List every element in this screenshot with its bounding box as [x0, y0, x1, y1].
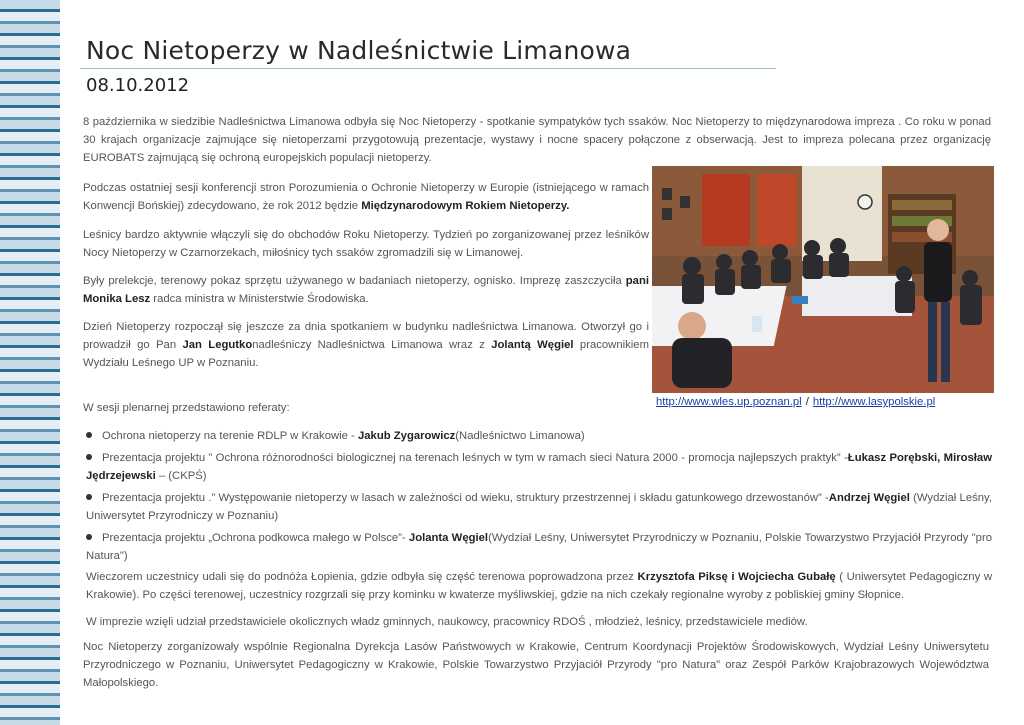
side-stripe [0, 348, 60, 360]
side-stripe [0, 432, 60, 444]
side-stripe [0, 528, 60, 540]
side-stripe [0, 564, 60, 576]
side-stripe [0, 612, 60, 624]
paragraph-lectures-tail: radca ministra w Ministerstwie Środowiska. [150, 293, 369, 305]
side-stripe [0, 60, 60, 72]
paragraph-conference-text: Podczas ostatniej sesji konferencji stron Porozumienia o Ochronie Nietoperzy w Europie (istniejącego w ramach Konwencji Bońskiej) zdecydowano, że rok 2012 będzie [83, 182, 649, 212]
list-item-affiliation: (Nadleśnictwo Limanowa) [455, 430, 585, 442]
paragraph-evening-c: ( Uniwersytet Pedagogiczny w Krakowie). Po części terenowej, uczestnicy rozgrzali się przy kominku w kwaterze myśliwskiej, gdzie na nich czekały regionalne wyroby z pobliskiej gminy Słopnice. [86, 571, 992, 601]
list-item-text: Prezentacja projektu „Ochrona podkowca małego w Polsce”- [102, 532, 409, 544]
bullet-icon [86, 534, 92, 540]
side-stripe [0, 552, 60, 564]
list-item [86, 489, 992, 525]
list-item-text: Prezentacja projektu ” Ochrona różnorodności biologicznej na terenach leśnych w tym w ramach sieci Natura 2000 - promocja najlepszych praktyk” - [102, 452, 848, 464]
bullet-icon [86, 494, 92, 500]
side-stripe [0, 24, 60, 36]
list-item-affiliation: – (CKPŚ) [155, 470, 207, 482]
list-item [86, 529, 992, 565]
list-item-author: Jakub Zygarowicz [357, 430, 456, 442]
side-stripe [0, 672, 60, 684]
side-stripe [0, 120, 60, 132]
guides-names: Krzysztofa Piksę i Wojciecha Gubałę [637, 571, 836, 583]
list-item-author: Łukasz Porębski, Mirosław Jędrzejewski [86, 452, 992, 482]
link-separator: / [805, 396, 809, 408]
side-stripe [0, 300, 60, 312]
side-stripe [0, 360, 60, 372]
list-item-affiliation: (Wydział Leśny, Uniwersytet Przyrodniczy w Poznaniu, Polskie Towarzystwo Przyjaciół Przyrody "pro Natura") [86, 532, 992, 562]
host-name: Jan Legutko [182, 339, 253, 351]
side-stripe [0, 696, 60, 708]
side-stripe [0, 600, 60, 612]
side-stripe [0, 708, 60, 720]
link-lasypolskie[interactable]: http://www.lasypolskie.pl [812, 396, 936, 408]
side-stripe [0, 12, 60, 24]
side-stripe [0, 492, 60, 504]
side-stripe [0, 588, 60, 600]
event-photo [652, 166, 994, 393]
paragraph-opening-a: Dzień Nietoperzy rozpoczął się jeszcze za dnia spotkaniem w budynku nadleśnictwa Limanowa. Otworzył go i prowadził go Pan [83, 321, 649, 351]
paragraph-opening-c: nadleśniczy Nadleśnictwa Limanowa wraz z [252, 339, 492, 351]
intro-paragraph: 8 października w siedzibie Nadleśnictwa Limanowa odbyła się Noc Nietoperzy - spotkanie sympatyków tych ssaków. Noc Nietoperzy to międzynarodowa impreza . Co roku w ponad 30 krajach organizacje zajmujące się nietoperzami przygotowują prezentacje, wystawy i nocne spacery połączone z obserwacją. Jest to impreza polecana przez organizację EUROBATS zajmującą się ochroną europejskich populacji nietoperzy. [83, 116, 991, 164]
side-stripe [0, 312, 60, 324]
side-stripe [0, 480, 60, 492]
paragraph-conference [83, 179, 649, 215]
paragraph-participants: W imprezie wzięli udział przedstawiciele okolicznych władz gminnych, naukowcy, pracownicy RDOŚ , młodzież, leśnicy, przedstawiciele mediów. [86, 616, 808, 628]
side-stripe [0, 84, 60, 96]
side-stripe [0, 408, 60, 420]
side-stripe [0, 384, 60, 396]
paragraph-foresters: Leśnicy bardzo aktywnie włączyli się do obchodów Roku Nietoperzy. Tydzień po zorganizowanej przez leśników Nocy Nietoperzy w Czarnorzekach, miłośnicy tych ssaków zgromadzili się w Limanowej. [83, 229, 649, 259]
side-stripe [0, 0, 60, 12]
list-item-text: Prezentacja projektu .” Występowanie nietoperzy w lasach w zależności od wieku, struktury przestrzennej i składu gatunkowego drzewostanów” - [102, 492, 829, 504]
list-item-text: Ochrona nietoperzy na terenie RDLP w Krakowie - [102, 430, 358, 442]
side-stripe [0, 108, 60, 120]
link-wles[interactable]: http://www.wles.up.poznan.pl [656, 396, 802, 408]
title-divider [80, 68, 776, 69]
side-stripe [0, 420, 60, 432]
side-stripe [0, 660, 60, 672]
side-stripe [0, 204, 60, 216]
side-stripe [0, 144, 60, 156]
side-stripe [0, 276, 60, 288]
side-stripe [0, 36, 60, 48]
side-stripe [0, 336, 60, 348]
side-stripe [0, 264, 60, 276]
side-stripe [0, 720, 60, 725]
side-stripe [0, 444, 60, 456]
bullet-icon [86, 454, 92, 460]
page-title: Noc Nietoperzy w Nadleśnictwie Limanowa [86, 36, 632, 65]
side-stripe [0, 288, 60, 300]
list-item-author: Jolanta Węgiel [408, 532, 489, 544]
side-stripe [0, 240, 60, 252]
paragraph-opening [83, 318, 649, 372]
side-stripe [0, 228, 60, 240]
side-stripe [0, 180, 60, 192]
source-links [656, 396, 935, 408]
side-stripe [0, 636, 60, 648]
side-stripe [0, 252, 60, 264]
paragraph-lectures-text: Były prelekcje, terenowy pokaz sprzętu używanego w badaniach nietoperzy, ognisko. Imprezę zaszczyciła [83, 275, 626, 287]
guest-name: pani Monika Lesz [83, 275, 649, 305]
side-stripe [0, 624, 60, 636]
side-stripe [0, 540, 60, 552]
list-item-author: Andrzej Węgiel [828, 492, 910, 504]
side-stripe [0, 156, 60, 168]
side-stripe [0, 396, 60, 408]
paragraph-evening-a: Wieczorem uczestnicy udali się do podnóża Łopienia, gdzie odbyła się część terenowa poprowadzona przez [86, 571, 638, 583]
side-stripe [0, 324, 60, 336]
side-stripe [0, 216, 60, 228]
paragraph-evening [86, 568, 992, 604]
side-stripe [0, 132, 60, 144]
side-stripe [0, 192, 60, 204]
paragraph-opening-d: pracownikiem Wydziału Leśnego UP w Poznaniu. [83, 339, 649, 369]
side-stripe [0, 516, 60, 528]
event-photo-illustration [652, 166, 994, 393]
side-stripe [0, 372, 60, 384]
side-stripe [0, 684, 60, 696]
list-item-affiliation: (Wydział Leśny, Uniwersytet Przyrodniczy w Poznaniu) [86, 492, 993, 522]
side-stripe [0, 48, 60, 60]
bullet-icon [86, 432, 92, 438]
side-stripe [0, 96, 60, 108]
side-stripe [0, 72, 60, 84]
side-stripe [0, 576, 60, 588]
referaty-intro: W sesji plenarnej przedstawiono referaty: [83, 402, 290, 414]
list-item [86, 427, 992, 445]
side-stripe [0, 468, 60, 480]
paragraph-conference-bold: Międzynarodowym Rokiem Nietoperzy. [361, 200, 570, 212]
article-date: 08.10.2012 [86, 75, 190, 96]
side-stripe [0, 456, 60, 468]
list-item [86, 449, 992, 485]
decorative-side-stripes [0, 0, 60, 725]
paragraph-organizers: Noc Nietoperzy zorganizowały wspólnie Regionalna Dyrekcja Lasów Państwowych w Krakowie, Centrum Koordynacji Projektów Środowiskowych, Wydział Leśny Uniwersytetu Przyrodniczego w Poznaniu, Uniwersytet Pedagogiczny w Krakowie, Polskie Towarzystwo Przyjaciół Przyrody "pro Natura" oraz Zespół Parków Krajobrazowych Województwa Małopolskiego. [83, 641, 989, 689]
side-stripe [0, 648, 60, 660]
side-stripe [0, 504, 60, 516]
paragraph-lectures [83, 272, 649, 308]
cohost-name: Jolantą Węgiel [491, 339, 574, 351]
side-stripe [0, 168, 60, 180]
